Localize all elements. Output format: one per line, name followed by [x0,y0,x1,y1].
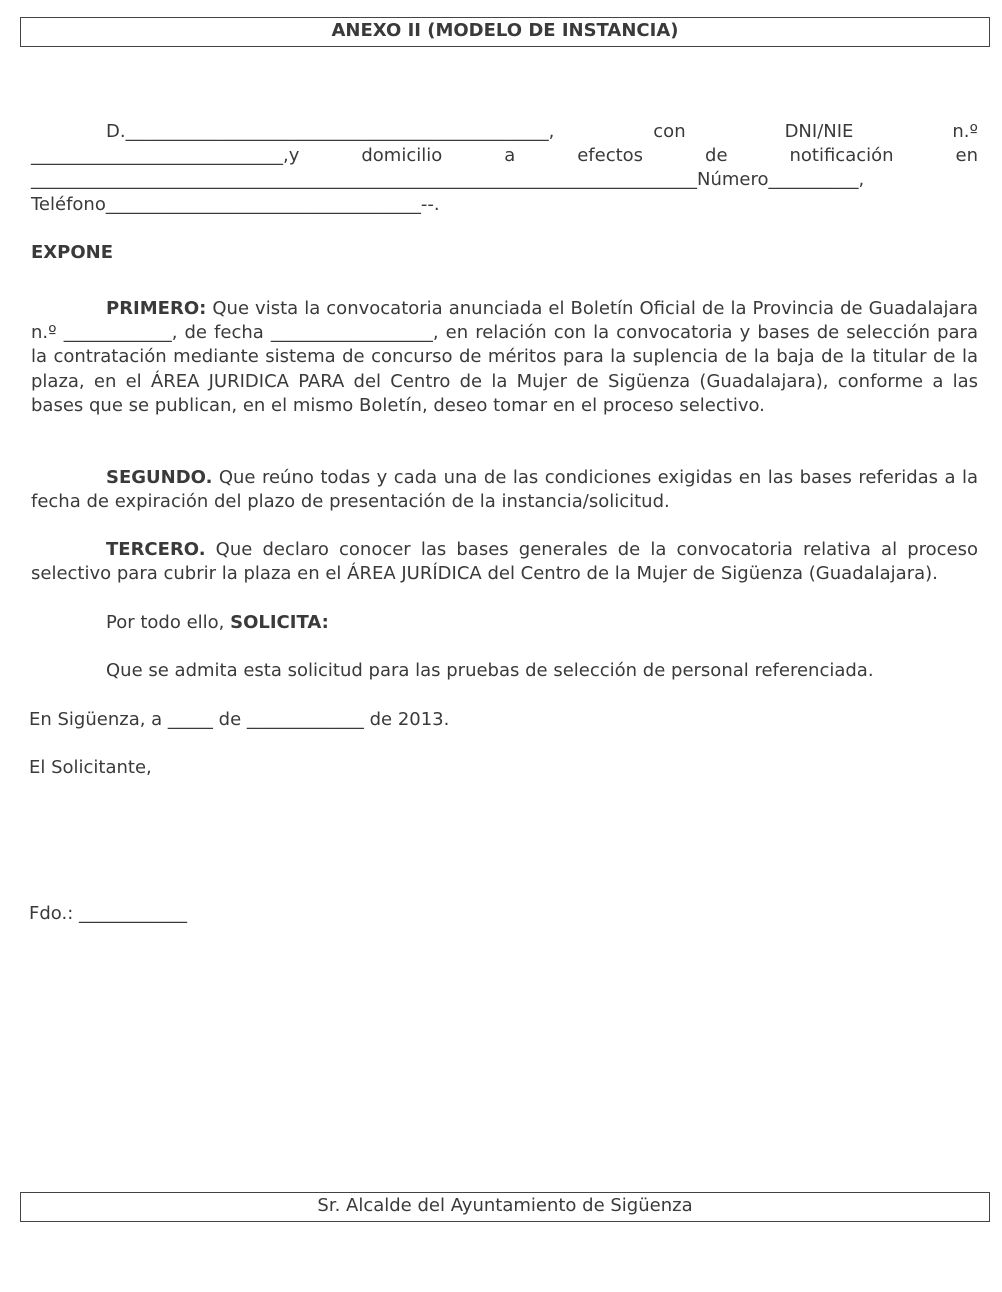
document-title: ANEXO II (MODELO DE INSTANCIA) [331,20,679,41]
identity-line-1: D._______________________________________________, con DNI/NIE n.º [106,121,978,142]
identity-line-3: __________________________________________________________________________Número__________, [31,169,865,191]
document-title-box [20,17,990,47]
phone-blank: ___________________________________ [105,193,421,215]
segundo-label: SEGUNDO. [106,467,213,488]
signature-blank: ____________ [78,903,187,924]
solicita-label: SOLICITA: [230,612,329,633]
signature-line: Fdo.: ____________ [29,903,187,924]
solicitante-label: El Solicitante, [29,757,152,778]
solicita-line: Por todo ello, SOLICITA: [106,612,329,633]
identity-line-4: Teléfono___________________________________--. [31,193,440,215]
identity-block [31,120,978,217]
primero-label: PRIMERO: [106,298,207,319]
solicita-text: Que se admita esta solicitud para las pruebas de selección de personal referenciada. [106,660,874,681]
number-blank: __________ [768,169,859,191]
paragraph-primero: PRIMERO: Que vista la convocatoria anunciada el Boletín Oficial de la Provincia de Guadalajara n.º ____________, de fecha __________________, en relación con la convocatoria y bases de selección para la contratación mediante sistema de concurso de méritos para la suplencia de la baja de la titular de la plaza, en el ÁREA JURIDICA PARA del Centro de la Mujer de Sigüenza (Guadalajara), conforme a las bases que se publican, en el mismo Boletín, deseo tomar en el proceso selectivo. [31,298,978,416]
paragraph-segundo: SEGUNDO. Que reúno todas y cada una de las condiciones exigidas en las bases referidas a la fecha de expiración del plazo de presentación de la instancia/solicitud. [31,467,978,513]
expone-heading: EXPONE [31,242,114,263]
bulletin-date-blank: __________________ [270,322,433,344]
dni-blank: ____________________________ [31,145,283,167]
paragraph-tercero: TERCERO. Que declaro conocer las bases generales de la convocatoria relativa al proceso selectivo para cubrir la plaza en el ÁREA JURÍDICA del Centro de la Mujer de Sigüenza (Guadalajara). [31,539,978,585]
date-line: En Sigüenza, a _____ de _____________ de 2013. [29,709,450,730]
identity-line-2: ____________________________,y domicilio a efectos de notificación en [31,145,978,167]
bulletin-number-blank: ____________ [63,322,172,344]
name-blank: _______________________________________________ [125,121,549,142]
addressee-box [20,1192,990,1222]
address-blank: __________________________________________________________________________ [31,169,697,191]
month-blank: _____________ [246,709,364,730]
day-blank: _____ [167,709,213,730]
addressee-text: Sr. Alcalde del Ayuntamiento de Sigüenza [317,1195,693,1216]
tercero-label: TERCERO. [106,539,206,560]
